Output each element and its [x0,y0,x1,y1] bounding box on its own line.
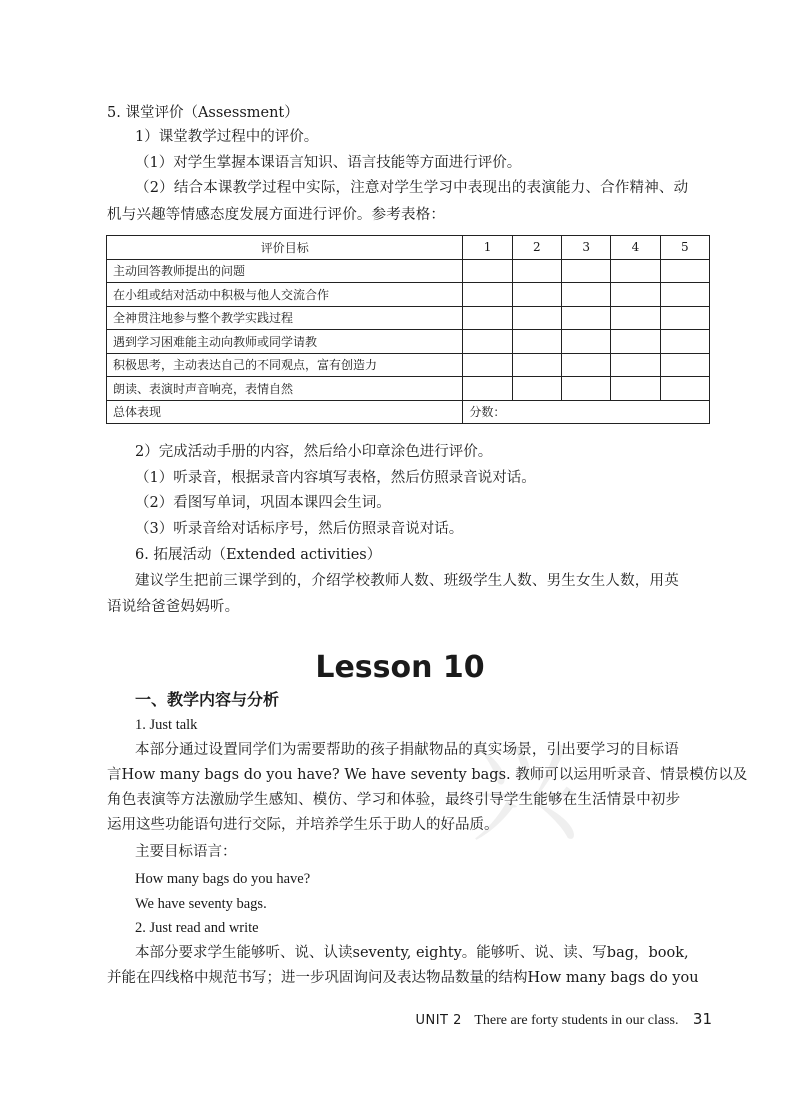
table-header-1: 1 [463,236,512,260]
table-row [107,330,710,354]
sub1-line4: 运用这些功能语句进行交际，并培养学生乐于助人的好品质。 [107,817,499,833]
table-row [107,259,710,283]
sub1-line2: 言How many bags do you have? We have seventy bags. 教师可以运用听录音、情景模仿以及 [107,767,748,783]
table-row [107,377,710,401]
section5-item1: 1）课堂教学过程中的评价。 [135,129,319,145]
footer-unit: UNIT 2 [415,1013,462,1028]
background-watermark: 兴 [470,729,580,857]
rating-cell [463,306,512,330]
rating-cell [463,283,512,307]
section5-item2b: （2）看图写单词，巩固本课四会生词。 [135,495,391,511]
rating-cell [611,306,660,330]
rating-cell [562,306,611,330]
section5-item1b-line2: 机与兴趣等情感态度发展方面进行评价。参考表格： [107,207,446,223]
section6-text-line2: 语说给爸爸妈妈听。 [107,599,240,615]
rating-cell [660,283,709,307]
sub1-line3: 角色表演等方法激励学生感知、模仿、学习和体验，最终引导学生能够在生活情景中初步 [107,792,681,808]
section5-item2c: （3）听录音给对话标序号，然后仿照录音说对话。 [135,521,464,537]
table-header-3: 3 [562,236,611,260]
section5-item1b-line1: （2）结合本课教学过程中实际，注意对学生学习中表现出的表演能力、合作精神、动 [135,180,689,196]
table-total-label: 总体表现 [107,400,463,424]
section6-text-line1: 建议学生把前三课学到的，介绍学校教师人数、班级学生人数、男生女生人数，用英 [135,573,679,589]
rating-cell [512,330,561,354]
rating-cell [463,330,512,354]
table-row-goal: 主动回答教师提出的问题 [107,259,463,283]
table-header-goal: 评价目标 [107,236,463,260]
assessment-table [106,235,710,424]
rating-cell [463,377,512,401]
target-question: How many bags do you have? [135,871,311,887]
section5-heading: 5. 课堂评价（Assessment） [107,105,299,121]
rating-cell [611,283,660,307]
rating-cell [562,330,611,354]
table-header-row [107,236,710,260]
rating-cell [611,330,660,354]
section6-heading: 6. 拓展活动（Extended activities） [135,547,382,563]
page-footer [415,1010,712,1029]
rating-cell [562,283,611,307]
rating-cell [660,330,709,354]
rating-cell [512,306,561,330]
rating-cell [611,259,660,283]
rating-cell [660,306,709,330]
rating-cell [463,259,512,283]
lesson-title: Lesson 10 [315,650,485,685]
table-header-2: 2 [512,236,561,260]
rating-cell [660,259,709,283]
rating-cell [463,353,512,377]
table-row-goal: 在小组或结对活动中积极与他人交流合作 [107,283,463,307]
part1-heading: 一、教学内容与分析 [135,690,280,709]
table-row-goal: 遇到学习困难能主动向教师或同学请教 [107,330,463,354]
rating-cell [562,377,611,401]
table-total-row [107,400,710,424]
table-header-5: 5 [660,236,709,260]
section5-item1a: （1）对学生掌握本课语言知识、语言技能等方面进行评价。 [135,155,522,171]
table-header-4: 4 [611,236,660,260]
sub1-line1: 本部分通过设置同学们为需要帮助的孩子捐献物品的真实场景，引出要学习的目标语 [135,742,679,758]
page-number: 31 [692,1010,712,1028]
table-row-goal: 朗读、表演时声音响亮，表情自然 [107,377,463,401]
target-language-label: 主要目标语言： [135,844,237,860]
rating-cell [562,259,611,283]
footer-subtitle: There are forty students in our class. [474,1013,679,1028]
rating-cell [611,377,660,401]
sub2-heading: 2. Just read and write [135,920,259,936]
section5-item2: 2）完成活动手册的内容，然后给小印章涂色进行评价。 [135,444,493,460]
rating-cell [562,353,611,377]
rating-cell [611,353,660,377]
table-row [107,353,710,377]
table-row [107,283,710,307]
sub1-heading: 1. Just talk [135,717,198,733]
rating-cell [512,377,561,401]
section5-item2a: （1）听录音，根据录音内容填写表格，然后仿照录音说对话。 [135,470,536,486]
table-row-goal: 全神贯注地参与整个教学实践过程 [107,306,463,330]
sub2-line1: 本部分要求学生能够听、说、认读seventy, eighty。能够听、说、读、写bag，book, [135,945,689,961]
table-row-goal: 积极思考，主动表达自己的不同观点，富有创造力 [107,353,463,377]
sub2-line2: 并能在四线格中规范书写；进一步巩固询问及表达物品数量的结构How many bags do you [107,970,699,986]
rating-cell [512,259,561,283]
rating-cell [660,377,709,401]
rating-cell [512,353,561,377]
target-answer: We have seventy bags. [135,896,267,912]
table-row [107,306,710,330]
rating-cell [512,283,561,307]
table-score-label: 分数： [463,400,710,424]
rating-cell [660,353,709,377]
